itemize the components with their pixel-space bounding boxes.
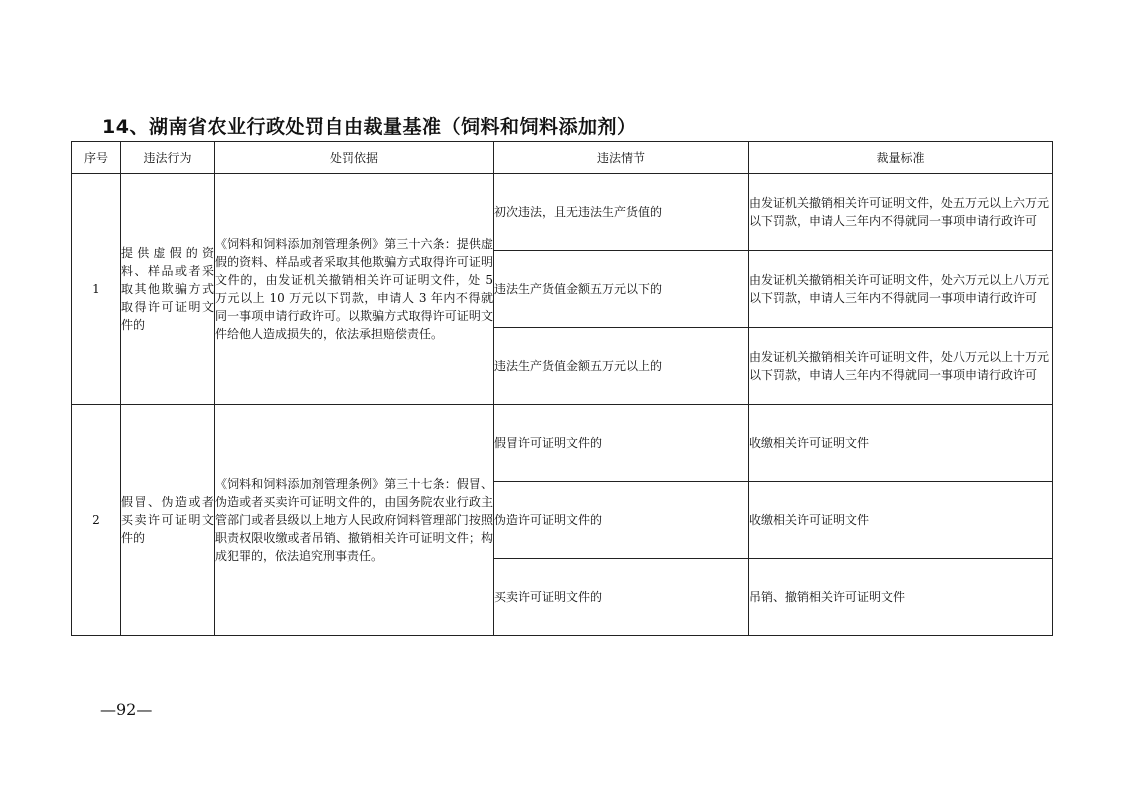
row-standard: 由发证机关撤销相关许可证明文件，处五万元以上六万元以下罚款，申请人三年内不得就同一事项申请行政许可 (749, 174, 1053, 251)
header-circumstance: 违法情节 (494, 142, 749, 174)
row-circumstance: 假冒许可证明文件的 (494, 405, 749, 482)
row-seq: 1 (72, 174, 121, 405)
row-circumstance: 初次违法，且无违法生产货值的 (494, 174, 749, 251)
header-seq: 序号 (72, 142, 121, 174)
page-number: —92— (100, 700, 153, 719)
row-violation: 提供虚假的资料、样品或者采取其他欺骗方式取得许可证明文件的 (121, 174, 215, 405)
document-title: 14、湖南省农业行政处罚自由裁量基准（饲料和饲料添加剂） (102, 116, 637, 138)
row-standard: 收缴相关许可证明文件 (749, 482, 1053, 559)
row-legal-basis: 《饲料和饲料添加剂管理条例》第三十七条：假冒、伪造或者买卖许可证明文件的，由国务院农业行政主管部门或者县级以上地方人民政府饲料管理部门按照职责权限收缴或者吊销、撤销相关许可证明文件；构成犯罪的，依法追究刑事责任。 (215, 405, 494, 636)
row-circumstance: 违法生产货值金额五万元以上的 (494, 328, 749, 405)
row-violation: 假冒、伪造或者买卖许可证明文件的 (121, 405, 215, 636)
table-header-row (72, 142, 1053, 174)
penalty-discretion-table (71, 141, 1053, 636)
row-circumstance: 违法生产货值金额五万元以下的 (494, 251, 749, 328)
row-standard: 吊销、撤销相关许可证明文件 (749, 559, 1053, 636)
row-circumstance: 买卖许可证明文件的 (494, 559, 749, 636)
header-violation: 违法行为 (121, 142, 215, 174)
table-row (72, 174, 1053, 251)
row-circumstance: 伪造许可证明文件的 (494, 482, 749, 559)
row-seq: 2 (72, 405, 121, 636)
row-standard: 由发证机关撤销相关许可证明文件，处六万元以上八万元以下罚款，申请人三年内不得就同一事项申请行政许可 (749, 251, 1053, 328)
header-standard: 裁量标准 (749, 142, 1053, 174)
header-legal-basis: 处罚依据 (215, 142, 494, 174)
row-standard: 收缴相关许可证明文件 (749, 405, 1053, 482)
table-row (72, 405, 1053, 482)
row-standard: 由发证机关撤销相关许可证明文件，处八万元以上十万元以下罚款，申请人三年内不得就同一事项申请行政许可 (749, 328, 1053, 405)
row-legal-basis: 《饲料和饲料添加剂管理条例》第三十六条：提供虚假的资料、样品或者采取其他欺骗方式取得许可证明文件的，由发证机关撤销相关许可证明文件，处 5 万元以上 10 万元以下罚款，申请人 3 年内不得就同一事项申请行政许可。以欺骗方式取得许可证明文件给他人造成损失的，依法承担赔偿责任。 (215, 174, 494, 405)
